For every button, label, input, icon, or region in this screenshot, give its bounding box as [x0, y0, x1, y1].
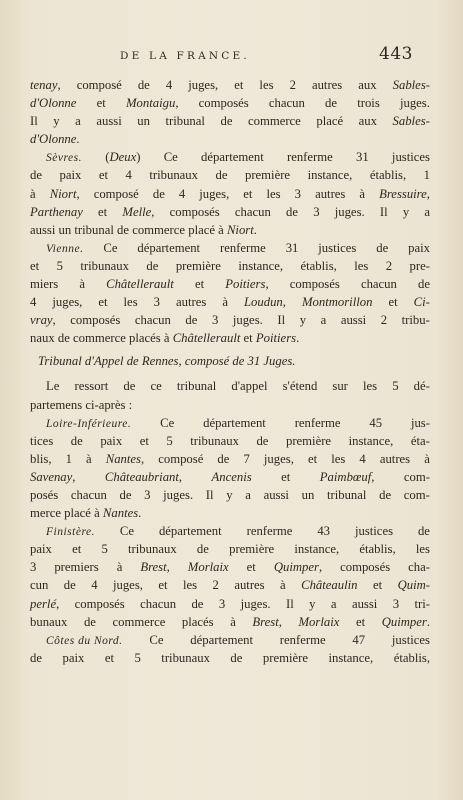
text-line: Sèvres. (Deux) Ce département renferme 31 justices [46, 150, 430, 165]
text-line: bunaux de commerce placés à Brest, Morlaix et Quimper. [30, 614, 430, 629]
text-line: 4 juges, et les 3 autres à Loudun, Montmorillon et Ci- [30, 295, 430, 310]
text-line: aussi un tribunal de commerce placé à Niort. [30, 222, 257, 237]
text-line: Savenay, Châteaubriant, Ancenis et Paimbœuf, com- [30, 469, 430, 484]
text-line: Le ressort de ce tribunal d'appel s'étend sur les 5 dé- [46, 379, 430, 394]
text-line: blis, 1 à Nantes, composé de 7 juges, et les 4 autres à [30, 451, 430, 466]
page-text [30, 76, 430, 667]
text-line: miers à Châtellerault et Poitiers, composés chacun de [30, 277, 430, 292]
text-line: tices de paix et 5 tribunaux de première instance, éta- [30, 433, 430, 448]
text-line: Finistère. Ce département renferme 43 justices de [46, 524, 430, 539]
text-line: paix et 5 tribunaux de première instance, établis, les [30, 542, 430, 557]
text-line: à Niort, composé de 4 juges, et les 3 autres à Bressuire, [30, 186, 430, 201]
text-line: 3 premiers à Brest, Morlaix et Quimper, composés cha- [30, 560, 430, 575]
text-line: de paix et 5 tribunaux de première instance, établis, [30, 650, 430, 665]
text-line: et 5 tribunaux de première instance, établis, les 2 pre- [30, 258, 430, 273]
text-line: Côtes du Nord. Ce département renferme 47 justices [46, 632, 430, 647]
text-line: d'Olonne. [30, 132, 80, 147]
text-line: tenay, composé de 4 juges, et les 2 autres aux Sables- [30, 78, 430, 92]
text-line: merce placé à Nantes. [30, 506, 142, 521]
text-line: perlé, composés chacun de 3 juges. Il y a aussi 3 tri- [30, 596, 430, 611]
running-head: DE LA FRANCE. [120, 50, 250, 62]
section-heading: Tribunal d'Appel de Rennes, composé de 31 Juges. [38, 354, 296, 369]
text-line: posés chacun de 3 juges. Il y a aussi un tribunal de com- [30, 487, 430, 502]
text-line: partemens ci-après : [30, 397, 133, 412]
text-line: cun de 4 juges, et les 2 autres à Châteaulin et Quim- [30, 578, 430, 593]
text-line: de paix et 4 tribunaux de première instance, établis, 1 [30, 168, 430, 183]
text-line: Il y a aussi un tribunal de commerce placé aux Sables- [30, 114, 430, 129]
text-line: Vienne. Ce département renferme 31 justices de paix [46, 240, 430, 255]
text-line: Loire-Inférieure. Ce département renferme 45 jus- [46, 415, 430, 430]
text-line: naux de commerce placés à Châtellerault et Poitiers. [30, 331, 300, 346]
text-line: d'Olonne et Montaigu, composés chacun de trois juges. [30, 96, 430, 111]
text-line: Parthenay et Melle, composés chacun de 3 juges. Il y a [30, 204, 430, 219]
text-line: vray, composés chacun de 3 juges. Il y a aussi 2 tribu- [30, 313, 430, 328]
page-number: 443 [379, 44, 413, 64]
page-header [0, 44, 463, 68]
